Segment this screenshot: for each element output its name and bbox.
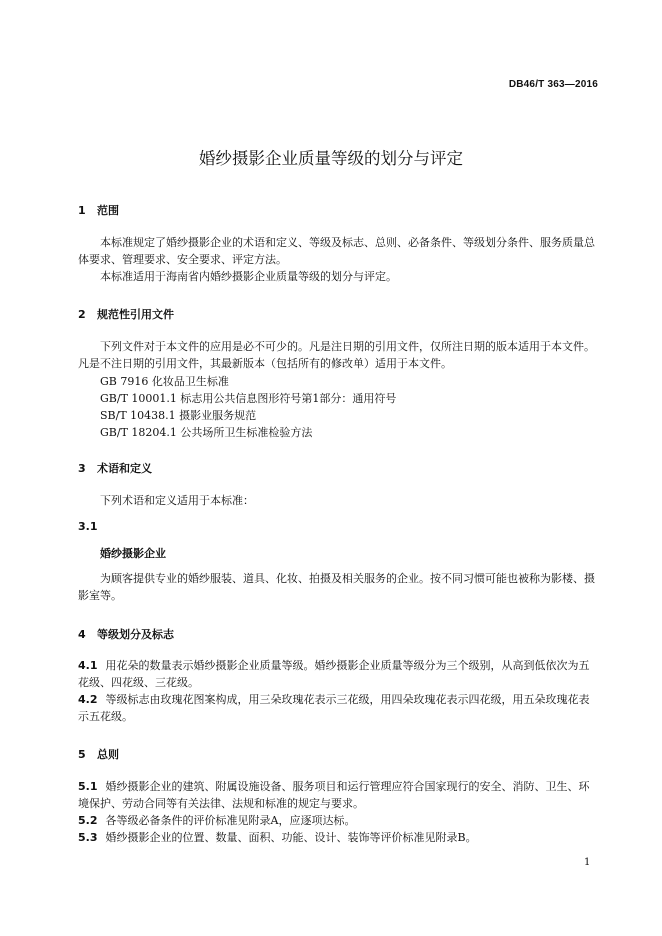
section-5-heading	[78, 746, 119, 762]
term-heading: 婚纱摄影企业	[100, 547, 166, 560]
clause-5-1	[78, 778, 600, 812]
clause-text: 婚纱摄影企业的建筑、附属设施设备、服务项目和运行管理应符合国家现行的安全、消防、卫生、环境保护、劳动合同等有关法律、法规和标准的规定与要求。	[78, 780, 590, 810]
section-2-heading	[78, 306, 174, 322]
references-intro: 下列文件对于本文件的应用是必不可少的。凡是注日期的引用文件，仅所注日期的版本适用于本文件。凡是不注日期的引用文件，其最新版本（包括所有的修改单）适用于本文件。	[78, 340, 595, 370]
section-1-heading	[78, 202, 119, 218]
page-number: 1	[584, 857, 591, 868]
clause-4-2	[78, 691, 600, 725]
clause-number: 5.2	[78, 814, 98, 827]
reference-item: GB/T 10001.1 标志用公共信息图形符号第1部分：通用符号	[100, 392, 397, 405]
clause-5-3	[78, 829, 600, 846]
clause-4-1	[78, 657, 600, 691]
reference-item: GB/T 18204.1 公共场所卫生标准检验方法	[100, 426, 313, 439]
section-4-heading	[78, 626, 174, 642]
clause-number: 5.3	[78, 831, 98, 844]
section-title: 总则	[97, 748, 119, 761]
document-title: 婚纱摄影企业质量等级的划分与评定	[199, 149, 463, 168]
section-number: 3	[78, 462, 86, 475]
section-title: 范围	[97, 204, 119, 217]
clause-number: 4.1	[78, 659, 98, 672]
terms-intro: 下列术语和定义适用于本标准：	[100, 494, 254, 507]
section-title: 术语和定义	[97, 462, 152, 475]
scope-paragraph-2: 本标准适用于海南省内婚纱摄影企业质量等级的划分与评定。	[100, 270, 397, 283]
section-number: 5	[78, 748, 86, 761]
clause-number: 4.2	[78, 693, 98, 706]
term-definition: 为顾客提供专业的婚纱服装、道具、化妆、拍摄及相关服务的企业。按不同习惯可能也被称为影楼、摄影室等。	[78, 572, 595, 602]
reference-item: GB 7916 化妆品卫生标准	[100, 375, 229, 388]
section-3-heading	[78, 460, 152, 476]
clause-text: 用花朵的数量表示婚纱摄影企业质量等级。婚纱摄影企业质量等级分为三个级别，从高到低依次为五花级、四花级、三花级。	[78, 659, 590, 689]
section-number: 4	[78, 628, 86, 641]
clause-text: 等级标志由玫瑰花图案构成，用三朵玫瑰花表示三花级，用四朵玫瑰花表示四花级，用五朵玫瑰花表示五花级。	[78, 693, 590, 723]
reference-item: SB/T 10438.1 摄影业服务规范	[100, 409, 257, 422]
section-title: 等级划分及标志	[97, 628, 174, 641]
document-code: DB46/T 363—2016	[508, 79, 598, 90]
section-number: 2	[78, 308, 86, 321]
clause-number: 5.1	[78, 780, 98, 793]
clause-text: 各等级必备条件的评价标准见附录A，应逐项达标。	[105, 814, 356, 827]
clause-text: 婚纱摄影企业的位置、数量、面积、功能、设计、装饰等评价标准见附录B。	[105, 831, 477, 844]
section-number: 1	[78, 204, 86, 217]
section-title: 规范性引用文件	[97, 308, 174, 321]
subclause-number: 3.1	[78, 520, 98, 533]
scope-paragraph-1: 本标准规定了婚纱摄影企业的术语和定义、等级及标志、总则、必备条件、等级划分条件、服务质量总体要求、管理要求、安全要求、评定方法。	[78, 236, 595, 266]
clause-5-2	[78, 812, 600, 829]
